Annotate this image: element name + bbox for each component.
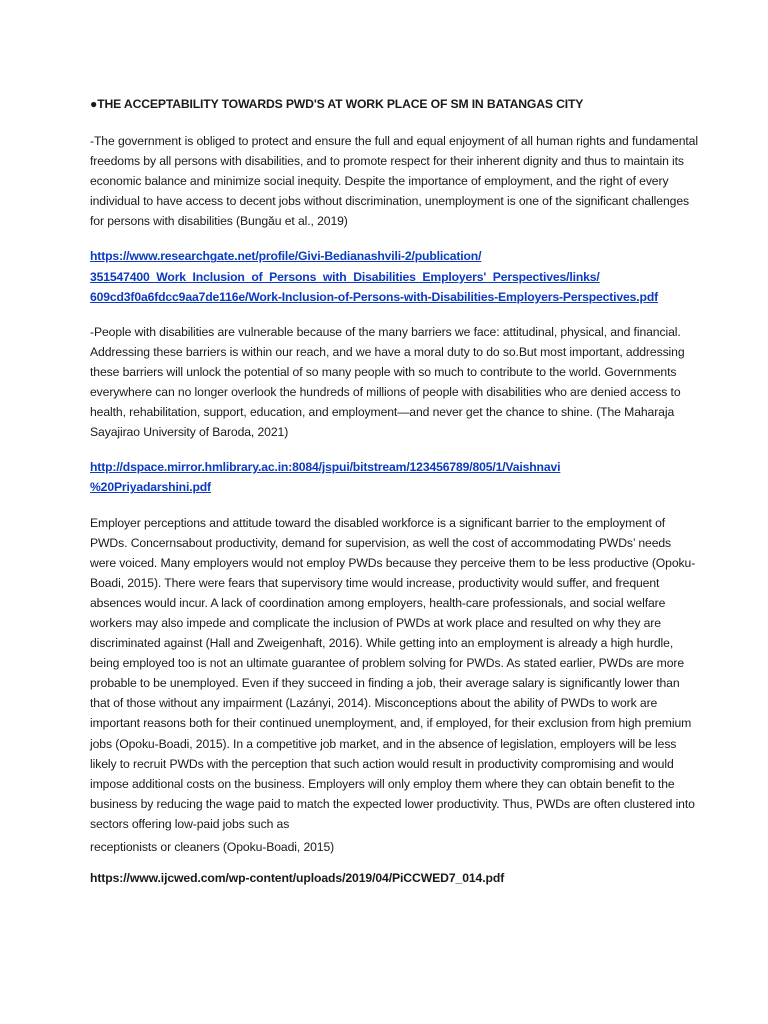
researchgate-link-line-2[interactable]: 351547400_Work_Inclusion_of_Persons_with_Disabilities_Employers'_Perspectives/links/ bbox=[90, 269, 600, 284]
researchgate-link-line-3[interactable]: 609cd3f0a6fdcc9aa7de116e/Work-Inclusion-of-Persons-with-Disabilities-Employers-Perspectives.pdf bbox=[90, 289, 659, 304]
dspace-link[interactable] bbox=[90, 457, 698, 497]
paragraph-barriers: -People with disabilities are vulnerable because of the many barriers we face: attitudinal, physical, and financial. Addressing these barriers is within our reach, and we have a moral duty to do so.But most important, addressing these barriers will unlock the potential of so many people with so much to contribute to the world. Governments everywhere can no longer overlook the hundreds of millions of people with disabilities who are denied access to health, rehabilitation, support, education, and employment—and never get the chance to shine. (The Maharaja Sayajirao University of Baroda, 2021) bbox=[90, 324, 685, 440]
paragraph-employer-perceptions-tail: receptionists or cleaners (Opoku-Boadi, 2015) bbox=[90, 840, 335, 854]
researchgate-link[interactable] bbox=[90, 246, 698, 306]
researchgate-link-line-1[interactable]: https://www.researchgate.net/profile/Givi-Bedianashvili-2/publication/ bbox=[90, 249, 482, 264]
dspace-link-line-2[interactable]: %20Priyadarshini.pdf bbox=[90, 480, 211, 495]
document-heading: ●THE ACCEPTABILITY TOWARDS PWD'S AT WORK PLACE OF SM IN BATANGAS CITY bbox=[90, 97, 584, 111]
ijcwed-link[interactable]: https://www.ijcwed.com/wp-content/uploads/2019/04/PiCCWED7_014.pdf bbox=[90, 871, 505, 886]
paragraph-employer-perceptions: Employer perceptions and attitude toward the disabled workforce is a significant barrier to the employment of PWDs. Concernsabout productivity, demand for supervision, as well the cost of accommodating PWDs’ needs were voiced. Many employers would not employ PWDs because they perceive them to be less productive (Opoku-Boadi, 2015). There were fears that supervisory time would increase, productivity would suffer, and frequent absences would incur. A lack of coordination among employers, health-care professionals, and social welfare workers may also impede and complicate the inclusion of PWDs at work place and resulted on why they are discriminated against (Hall and Zweigenhaft, 2016). While getting into an employment is already a high hurdle, being employed too is not an ultimate guarantee of problem solving for PWDs. As stated earlier, PWDs are more probable to be unemployed. Even if they succeed in finding a job, their average salary is significantly lower than that of those without any impairment (Lazányi, 2014). Misconceptions about the ability of PWDs to work are important reasons both for their continued unemployment, and, if employed, for their exclusion from high premium jobs (Opoku-Boadi, 2015). In a competitive job market, and in the absence of legislation, employers will be less likely to recruit PWDs with the perception that such action would result in productivity compromising and would impose additional costs on the business. Employers will only employ them where they can obtain benefit to the business by reducing the wage paid to match the expected lower productivity. Thus, PWDs are often clustered into sectors offering low-paid jobs such as bbox=[90, 515, 696, 831]
dspace-link-line-1[interactable]: http://dspace.mirror.hmlibrary.ac.in:8084/jspui/bitstream/123456789/805/1/Vaishnavi bbox=[90, 460, 561, 475]
paragraph-government-obligation: -The government is obliged to protect and ensure the full and equal enjoyment of all human rights and fundamental freedoms by all persons with disabilities, and to promote respect for their inherent dignity and thus to maintain its economic balance and minimize social inequity. Despite the importance of employment, and the right of every individual to have access to decent jobs without discrimination, unemployment is one of the significant challenges for persons with disabilities (Bungău et al., 2019) bbox=[90, 134, 698, 229]
